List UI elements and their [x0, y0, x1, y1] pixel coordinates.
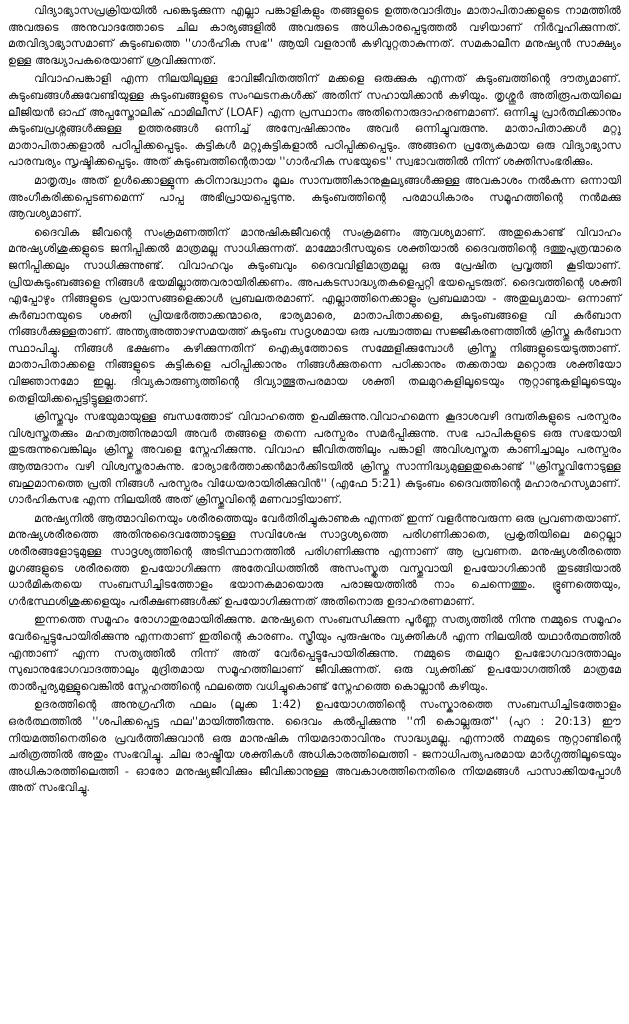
paragraph-3: മാതൃത്വം അത് ഉൾക്കൊള്ളുന്ന കഠിനാദ്ധ്വാനം മൂലം സാമ്പത്തികാനുകൂല്യങ്ങൾക്കുള്ള അവകാശം നൽകുന്ന ഒന്നായി അംഗീകരിക്കപ്പെടണമെന്ന് പാപ്പ അഭിപ്രായപ്പെടുന്നു. കുടുംബത്തിന്റെ പരമാധികാരം സമൂഹത്തിന്റെ നൻമക്കു ആവശ്യമാണ്. — [8, 173, 621, 221]
paragraph-8: ഉദരത്തിന്റെ അനുഗ്രഹീത ഫലം (ലൂക്ക 1:42) ഉപയോഗത്തിന്റെ സംസ്കാരത്തെ സംബന്ധിച്ചിടത്തോളം ഒരർത്ഥത്തിൽ ''ശപിക്കപ്പെട്ട ഫല''മായിത്തീരുന്നു. ദൈവം കൽപ്പിക്കുന്നു ''നീ കൊല്ലരുത്'' (പുറ : 20:13) ഈ നിയമത്തിനെതിരെ പ്രവർത്തിക്കുവാൻ ഒരു മാനുഷിക നിയമദാതാവിനും സാദ്ധ്യമല്ല. എന്നാൽ നമ്മുടെ നൂറ്റാണ്ടിന്റെ ചരിത്രത്തിൽ അതും സംഭവിച്ചു. ചില രാഷ്ട്രീയ ശക്തികൾ അധികാരത്തിലെത്തി - ജനാധിപത്യപരമായ മാർഗ്ഗത്തിലൂടെയും അധികാരത്തിലെത്തി - ഓരോ മനുഷ്യജീവിക്കും ജീവിക്കാനുള്ള അവകാശത്തിനെതിരെ നിയമങ്ങൾ പാസാക്കിയപ്പോൾ അത് സംഭവിച്ചു. — [8, 698, 621, 795]
paragraph-6: മനുഷ്യനിൽ ആത്മാവിനെയും ശരീരത്തെയും വേർതിരിച്ചുകാണുക എന്നത് ഇന്ന് വളർന്നുവരുന്ന ഒരു പ്രവണതയാണ്. മനുഷ്യശരീരത്തെ അതിനുദൈവത്തോടുള്ള സവിശേഷ സാദൃശ്യത്തെ പരിഗണിക്കാതെ, പ്രകൃതിയിലെ മറ്റെല്ലാ ശരീരങ്ങളോടുമുള്ള സാദൃശ്യത്തിന്റെ അടിസ്ഥാനത്തിൽ പരിഗണിക്കുന്നു എന്നാണ് ആ പ്രവണത. മനുഷ്യശരീരത്തെ മൃഗങ്ങളുടെ ശരീരത്തെ ഉപയോഗിക്കുന്ന അതേവിധത്തിൽ അസംസ്കൃത വസ്തുവായി ഉപയോഗിക്കാൻ തുടങ്ങിയാൽ ധാർമികതയെ സംബന്ധിച്ചിടത്തോളം ഭയാനകമായൊരു പരാജയത്തിൽ നാം ചെന്നെത്തും. ഭ്രൂണത്തെയും, ഗർഭസ്ഥശിശുക്കളെയും പരീക്ഷണങ്ങൾക്ക് ഉപയോഗിക്കുന്നത് അതിനൊരു ഉദാഹരണമാണ്. — [8, 511, 621, 608]
paragraph-7: ഇന്നത്തെ സമൂഹം രോഗാതുരമായിരിക്കുന്നു. മനുഷ്യനെ സംബന്ധിക്കുന്ന പൂർണ്ണ സത്യത്തിൽ നിന്നു നമ്മുടെ സമൂഹം വേർപ്പെട്ടുപോയിരിക്കുന്നു എന്നതാണ് ഇതിന്റെ കാരണം. സ്ത്രീയും പുരുഷനും വ്യക്തികൾ എന്ന നിലയിൽ യഥാർത്ഥത്തിൽ എന്താണ് എന്ന സത്യത്തിൽ നിന്ന് അത് വേർപ്പെട്ടുപോയിരിക്കുന്നു. നമ്മുടെ തലമുറ ഉപഭോഗവാദത്താലും സുഖാനുഭോഗവാദത്താലും മുദ്രിതമായ സമൂഹത്തിലാണ് ജീവിക്കുന്നത്. ഒരു വ്യക്തിക്ക് ഉപയോഗത്തിൽ മാത്രമേ താൽപ്പര്യമുള്ളുവെങ്കിൽ സ്നേഹത്തിന്റെ ഫലത്തെ വധിച്ചുകൊണ്ട് സ്നേഹത്തെ കൊല്ലാൻ കഴിയും. — [8, 613, 621, 693]
paragraph-1: വിദ്യാഭ്യാസപ്രക്രിയയിൽ പങ്കെടുക്കുന്ന എല്ലാ പങ്കാളികളും തങ്ങളുടെ ഉത്തരവാദിത്വം മാതാപിതാക്കളുടെ നാമത്തിൽ അവരുടെ അനുവാദത്തോടെ ചില കാര്യങ്ങളിൽ അവരുടെ അധികാരപ്പെടുത്തൽ വഴിയാണ് നിർവ്വഹിക്കുന്നത്. മതവിദ്യാഭ്യാസമാണ് കുടുംബത്തെ ''ഗാർഹിക സഭ'' ആയി വളരാൻ കഴിവുറ്റതാകുന്നത്. സമകാലീന മനുഷ്യൻ സാക്ഷ്യം ഉള്ള അദ്ധ്യാപകരെയാണ് ശ്രവിക്കുന്നത്. — [8, 4, 621, 67]
paragraph-4: ദൈവിക ജീവന്റെ സംക്രമണത്തിന് മാനുഷികജീവന്റെ സംക്രമണം ആവശ്യമാണ്. അതുകൊണ്ട് വിവാഹം മനുഷ്യശിശുക്കളുടെ ജനിപ്പിക്കൽ മാത്രമല്ല സാധിക്കുന്നത്. മാമ്മോദീസയുടെ ശക്തിയാൽ ദൈവത്തിന്റെ ദത്തുപുത്രന്മാരെ ജനിപ്പിക്കലും സാധിക്കുന്നുണ്ട്. വിവാഹവും കുടുംബവും ദൈവവിളിമാത്രമല്ല ഒരു പ്രേഷിത പ്രവൃത്തി കൂടിയാണ്. പ്രിയകുടുംബങ്ങളെ നിങ്ങൾ ഭയമില്ലാത്തവരായിരിക്കണം. അപകടസാദ്ധ്യതകളെപ്പറ്റി ഭയപ്പെടരുത്. ദൈവത്തിന്റെ ശക്തി എപ്പോഴും നിങ്ങളുടെ പ്രയാസങ്ങളെക്കാൾ പ്രബലതരമാണ്. എല്ലാത്തിനെക്കാളും പ്രബലമായ - അതുല്യമായ- ഒന്നാണ് കുർബാനയുടെ ശക്തി പ്രിയഭർത്താക്കന്മാരെ, ഭാര്യമാരെ, മാതാപിതാക്കളെ, കുടുംബങ്ങളെ വി കുർബാന നിങ്ങൾക്കുള്ളതാണ്. അന്ത്യഅത്താഴസമയത്ത് കുടുംബ സദൃശമായ ഒരു പശ്ചാത്തല സജ്ജീകരണത്തിൽ ക്രിസ്തു കുർബാന സ്ഥാപിച്ചു. നിങ്ങൾ ഭക്ഷണം കഴിക്കുന്നതിന് ഐക്യത്തോടെ സമ്മേളിക്കുമ്പോൾ ക്രിസ്തു നിങ്ങളുടെയടുത്താണ്. മാതാപിതാക്കളെ നിങ്ങളുടെ കുട്ടികളെ പഠിപ്പിക്കാനും നിങ്ങൾക്കുതന്നെ പഠിക്കാനും തക്കതായ മറ്റൊരു ശക്തിയോ വിജ്ഞാനമോ ഇല്ല. ദിവ്യകാരുണ്യത്തിന്റെ ദിവ്യാത്ഭുതപരമായ ശക്തി തലമുറകളിലൂടെയും നൂറ്റാണ്ടുകളിലൂടെയും തെളിയിക്കപ്പെട്ടിട്ടുള്ളതാണ്. — [8, 225, 621, 405]
paragraph-2: വിവാഹപങ്കാളി എന്ന നിലയിലുള്ള ഭാവിജീവിതത്തിന് മക്കളെ ഒരുക്കുക എന്നത് കുടുംബത്തിന്റെ ദൗത്യമാണ്. കുടുംബങ്ങൾക്കുവേണ്ടിയുള്ള കുടുംബങ്ങളുടെ സംഘടനകൾക്ക് അതിന് സഹായിക്കാൻ കഴിയും. തൃശ്ശൂർ അതിരൂപതയിലെ ലീജിയൻ ഓഫ് അപ്പസ്തോലിക് ഫാമിലീസ് (LOAF) എന്ന പ്രസ്ഥാനം അതിനൊരുദാഹരണമാണ്. ഒന്നിച്ചു പ്രാർത്ഥിക്കാനും കുടുംബപ്രശ്നങ്ങൾക്കുള്ള ഉത്തരങ്ങൾ ഒന്നിച്ച് അന്വേഷിക്കാനും അവർ ഒന്നിച്ചുവരുന്നു. മാതാപിതാക്കൾ മറ്റു മാതാപിതാക്കളാൽ പഠിപ്പിക്കപ്പെടും. കുട്ടികൾ മറ്റുകുട്ടികളാൽ പഠിപ്പിക്കപ്പെടും. അങ്ങനെ പ്രത്യേകമായ ഒരു വിദ്യാഭ്യാസ പാരമ്പര്യം സൃഷ്ടിക്കപ്പെടും. അത് കുടുംബത്തിന്റെതായ ''ഗാർഹിക സഭയുടെ'' സ്വഭാവത്തിൽ നിന്ന് ശക്തിസംഭരിക്കും. — [8, 72, 621, 169]
paragraph-5: ക്രിസ്തുവും സഭയുമായുള്ള ബന്ധത്തോട് വിവാഹത്തെ ഉപമിക്കുന്നു.വിവാഹമെന്ന കൂദാശവഴി ദമ്പതികളുടെ പരസ്പരം വിശ്വസ്തതക്കും മഹത്വത്തിനുമായി അവർ തങ്ങളെ തന്നെ പരസ്പരം സമർപ്പിക്കുന്നു. സഭ പാപികളുടെ ഒരു സഭയായി തുടരുന്നുവെങ്കിലും ക്രിസ്തു അവളെ സ്നേഹിക്കുന്നു. വിവാഹ ജീവിതത്തിലും പങ്കാളി അവിശ്വസ്തത കാണിച്ചാലും പരസ്പരം ആത്മദാനം വഴി വിശ്വസ്തരാകുന്നു. ഭാര്യാഭർത്താക്കൻമാർക്കിടയിൽ ക്രിസ്തു സാന്നിദ്ധ്യമുള്ളതുകൊണ്ട് ''ക്രിസ്തുവിനോടുള്ള ബഹുമാനത്തെ പ്രതി നിങ്ങൾ പരസ്പരം വിധേയരായിരിക്കുവിൻ'' (എഫേ 5:21) കുടുംബം ദൈവത്തിന്റെ മഹാരഹസ്യമാണ്. ഗാർഹികസഭ എന്ന നിലയിൽ അത് ക്രിസ്തുവിന്റെ മണവാട്ടിയാണ്. — [8, 410, 621, 507]
